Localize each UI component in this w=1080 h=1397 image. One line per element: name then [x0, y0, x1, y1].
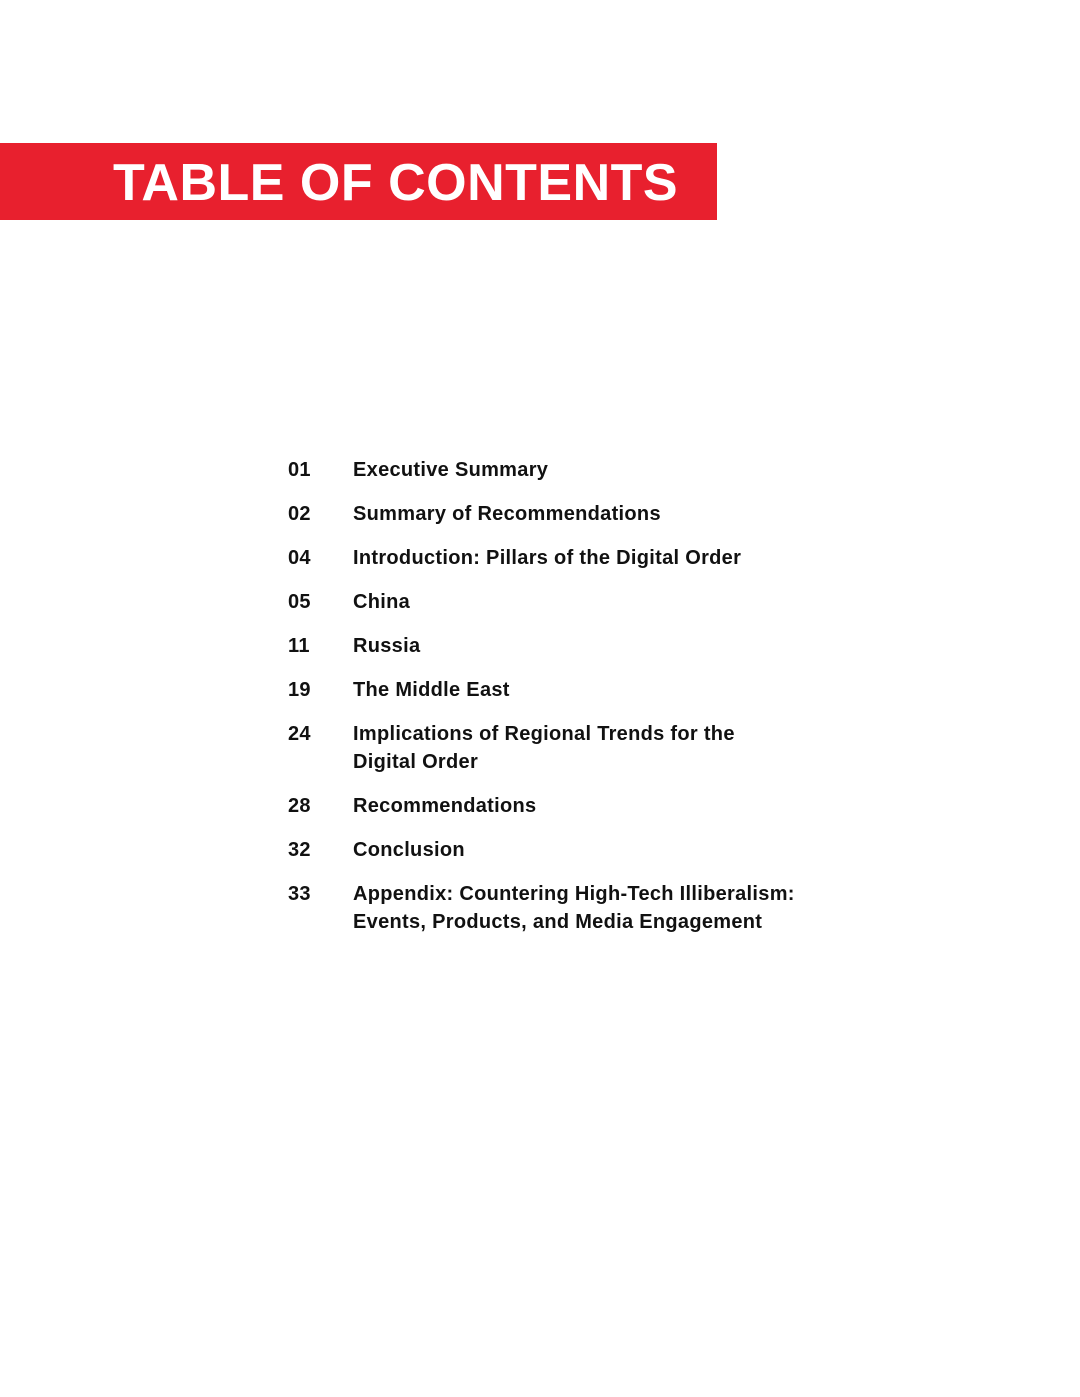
toc-page-number: 01 [288, 459, 311, 481]
page-title: TABLE OF CONTENTS [113, 154, 679, 212]
table-of-contents [288, 456, 888, 952]
toc-title [353, 588, 888, 616]
toc-title-line: Introduction: Pillars of the Digital Order [353, 547, 742, 569]
toc-title [353, 456, 888, 484]
toc-entry[interactable] [288, 456, 888, 484]
toc-title-line: Summary of Recommendations [353, 503, 661, 525]
toc-title [353, 720, 888, 776]
toc-title-line: Executive Summary [353, 459, 549, 481]
toc-title-line: The Middle East [353, 679, 510, 701]
toc-title [353, 500, 888, 528]
toc-title [353, 880, 888, 936]
toc-page-number: 32 [288, 839, 311, 861]
toc-title [353, 836, 888, 864]
toc-page-number: 28 [288, 795, 311, 817]
toc-entry[interactable] [288, 720, 888, 776]
toc-page-number: 02 [288, 503, 311, 525]
toc-title [353, 632, 888, 660]
toc-page-number: 11 [288, 635, 310, 657]
toc-entry[interactable] [288, 500, 888, 528]
toc-title-line: Implications of Regional Trends for the [353, 723, 735, 745]
toc-title [353, 676, 888, 704]
title-banner [0, 143, 717, 220]
toc-page-number: 04 [288, 547, 311, 569]
toc-entry[interactable] [288, 632, 888, 660]
toc-title [353, 544, 888, 572]
toc-title [353, 792, 888, 820]
toc-title-line: Russia [353, 635, 421, 657]
toc-entry[interactable] [288, 792, 888, 820]
toc-entry[interactable] [288, 588, 888, 616]
toc-page-number: 33 [288, 883, 311, 905]
toc-title-line: China [353, 591, 411, 613]
toc-title-line: Digital Order [353, 751, 479, 773]
toc-entry[interactable] [288, 880, 888, 936]
toc-entry[interactable] [288, 836, 888, 864]
toc-title-line: Appendix: Countering High-Tech Illiberalism: [353, 883, 795, 905]
toc-title-line: Recommendations [353, 795, 537, 817]
toc-entry[interactable] [288, 676, 888, 704]
toc-title-line: Conclusion [353, 839, 465, 861]
toc-page-number: 24 [288, 723, 311, 745]
toc-page-number: 19 [288, 679, 311, 701]
toc-title-line: Events, Products, and Media Engagement [353, 911, 763, 933]
toc-entry[interactable] [288, 544, 888, 572]
toc-page-number: 05 [288, 591, 311, 613]
